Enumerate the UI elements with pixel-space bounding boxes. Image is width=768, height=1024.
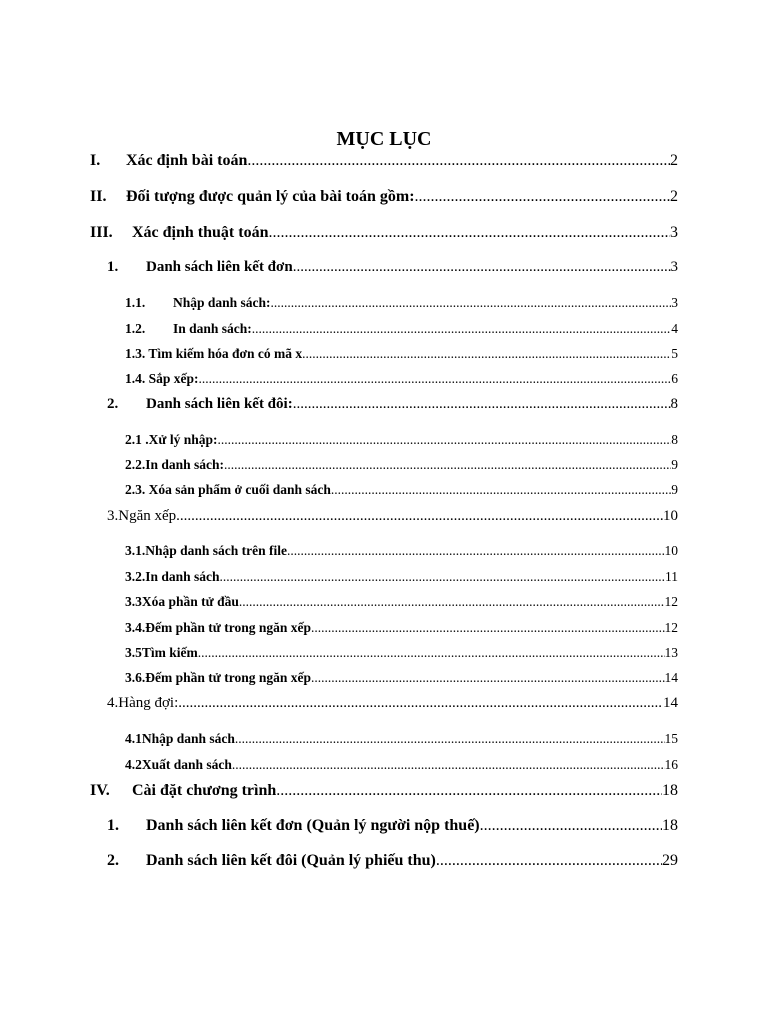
toc-entry-number: 2. — [107, 396, 119, 412]
dot-leader — [311, 620, 664, 636]
dot-leader — [268, 224, 670, 242]
toc-entry[interactable] — [90, 188, 678, 206]
dot-leader — [293, 396, 671, 413]
toc-entry-text: Nhập danh sách: — [173, 295, 271, 310]
toc-entry[interactable] — [107, 508, 678, 525]
toc-entry-page: 5 — [671, 346, 678, 361]
toc-entry-text: 3.1.Nhập danh sách trên file — [125, 543, 288, 558]
toc-entry[interactable] — [125, 645, 678, 661]
toc-entry-page: 8 — [671, 432, 678, 447]
toc-entry-page: 16 — [664, 757, 678, 772]
toc-entry-text: Cài đặt chương trình — [132, 782, 277, 799]
toc-entry-page: 2 — [670, 188, 678, 205]
toc-entry-text: 2.2.In danh sách: — [125, 457, 225, 472]
toc-entry[interactable] — [90, 152, 678, 170]
toc-entry-text: 1.4. Sắp xếp: — [125, 371, 199, 386]
toc-entry[interactable] — [107, 695, 678, 712]
toc-entry[interactable] — [125, 371, 678, 387]
toc-entry-number: 1. — [107, 817, 119, 834]
toc-entry-number: 1.2. — [125, 321, 146, 336]
dot-leader — [415, 188, 670, 206]
toc-entry-number: 1.1. — [125, 295, 146, 310]
toc-entry-text: 3.3Xóa phần tử đầu — [125, 594, 239, 609]
toc-entry[interactable] — [125, 346, 678, 362]
toc-entry-page: 10 — [664, 543, 678, 558]
toc-entry-page: 3 — [671, 295, 678, 310]
toc-entry-page: 4 — [671, 321, 678, 336]
toc-entry-page: 14 — [664, 670, 678, 685]
toc-entry[interactable] — [125, 620, 678, 636]
toc-entry-page: 13 — [664, 645, 678, 660]
dot-leader — [239, 594, 665, 610]
dot-leader — [276, 782, 662, 800]
toc-entry[interactable] — [90, 224, 678, 242]
toc-entry-text: Đối tượng được quản lý của bài toán gồm: — [126, 188, 415, 205]
dot-leader — [247, 152, 670, 170]
toc-entry-page: 29 — [662, 852, 678, 869]
dot-leader — [178, 695, 663, 712]
toc-entry[interactable] — [125, 569, 678, 585]
toc-entry[interactable] — [125, 321, 678, 337]
toc-entry-text: 4.Hàng đợi: — [107, 695, 179, 711]
toc-entry[interactable] — [125, 594, 678, 610]
toc-entry-text: 3.2.In danh sách — [125, 569, 220, 584]
toc-entry[interactable] — [107, 852, 678, 870]
toc-entry-page: 9 — [671, 482, 678, 497]
toc-entry-page: 6 — [671, 371, 678, 386]
toc-entry-page: 12 — [664, 620, 678, 635]
dot-leader — [198, 645, 665, 661]
toc-title: MỤC LỤC — [336, 128, 432, 150]
toc-entry-number: III. — [90, 224, 113, 241]
dot-leader — [224, 457, 671, 473]
toc-entry[interactable] — [125, 543, 678, 559]
dot-leader — [293, 259, 671, 276]
toc-entry-number: 1. — [107, 259, 119, 275]
toc-entry-page: 15 — [664, 731, 678, 746]
dot-leader — [252, 321, 671, 337]
toc-entry-page: 18 — [662, 817, 678, 834]
toc-entry-text: 4.1Nhập danh sách — [125, 731, 235, 746]
toc-entry-text: 3.6.Đếm phần tử trong ngăn xếp — [125, 670, 312, 685]
toc-entry[interactable] — [107, 259, 678, 276]
toc-entry[interactable] — [90, 782, 678, 800]
toc-entry[interactable] — [125, 731, 678, 747]
toc-entry-number: IV. — [90, 782, 110, 799]
toc-entry-page: 3 — [670, 224, 678, 241]
toc-entry-text: Xác định thuật toán — [132, 224, 269, 241]
toc-entry-page: 9 — [671, 457, 678, 472]
dot-leader — [436, 852, 662, 870]
toc-entry-text: Danh sách liên kết đơn — [146, 259, 293, 275]
dot-leader — [235, 731, 665, 747]
toc-entry[interactable] — [125, 670, 678, 686]
toc-entry[interactable] — [107, 817, 678, 835]
toc-entry[interactable] — [125, 295, 678, 311]
toc-entry-text: 3.5Tìm kiếm — [125, 645, 198, 660]
dot-leader — [287, 543, 664, 559]
toc-entry-text: Danh sách liên kết đôi (Quản lý phiếu thu) — [146, 852, 436, 869]
dot-leader — [331, 482, 671, 498]
toc-entry-text: In danh sách: — [173, 321, 252, 336]
toc-entry[interactable] — [107, 396, 678, 413]
toc-entry-text: 3.Ngăn xếp — [107, 508, 177, 524]
toc-entry-page: 12 — [664, 594, 678, 609]
dot-leader — [218, 432, 672, 448]
toc-entry-page: 18 — [662, 782, 678, 799]
toc-entry-text: 1.3. Tìm kiếm hóa đơn có mã x — [125, 346, 303, 361]
toc-entry-text: Xác định bài toán — [126, 152, 248, 169]
toc-entry-page: 2 — [670, 152, 678, 169]
toc-entry-text: 3.4.Đếm phần tử trong ngăn xếp — [125, 620, 312, 635]
toc-entry-text: 2.1 .Xử lý nhập: — [125, 432, 218, 447]
dot-leader — [302, 346, 671, 362]
toc-entry-page: 14 — [663, 695, 678, 711]
toc-entry[interactable] — [125, 432, 678, 448]
toc-entry-number: II. — [90, 188, 107, 205]
dot-leader — [311, 670, 664, 686]
toc-entry-page: 8 — [670, 396, 678, 412]
toc-entry-page: 10 — [663, 508, 678, 524]
toc-entry-number: I. — [90, 152, 101, 169]
toc-entry-page: 11 — [665, 569, 678, 584]
dot-leader — [271, 295, 672, 311]
toc-entry-number: 2. — [107, 852, 119, 869]
toc-entry-page: 3 — [670, 259, 678, 275]
dot-leader — [176, 508, 663, 525]
toc-entry-text: Danh sách liên kết đơn (Quản lý người nộp thuế) — [146, 817, 480, 834]
toc-entry[interactable] — [125, 457, 678, 473]
dot-leader — [480, 817, 662, 835]
dot-leader — [220, 569, 665, 585]
toc-entry-text: 4.2Xuất danh sách — [125, 757, 232, 772]
toc-entry[interactable] — [125, 757, 678, 773]
toc-entry[interactable] — [125, 482, 678, 498]
dot-leader — [232, 757, 665, 773]
dot-leader — [199, 371, 672, 387]
toc-entry-text: Danh sách liên kết đôi: — [146, 396, 293, 412]
toc-entry-text: 2.3. Xóa sản phẩm ở cuối danh sách — [125, 482, 331, 497]
